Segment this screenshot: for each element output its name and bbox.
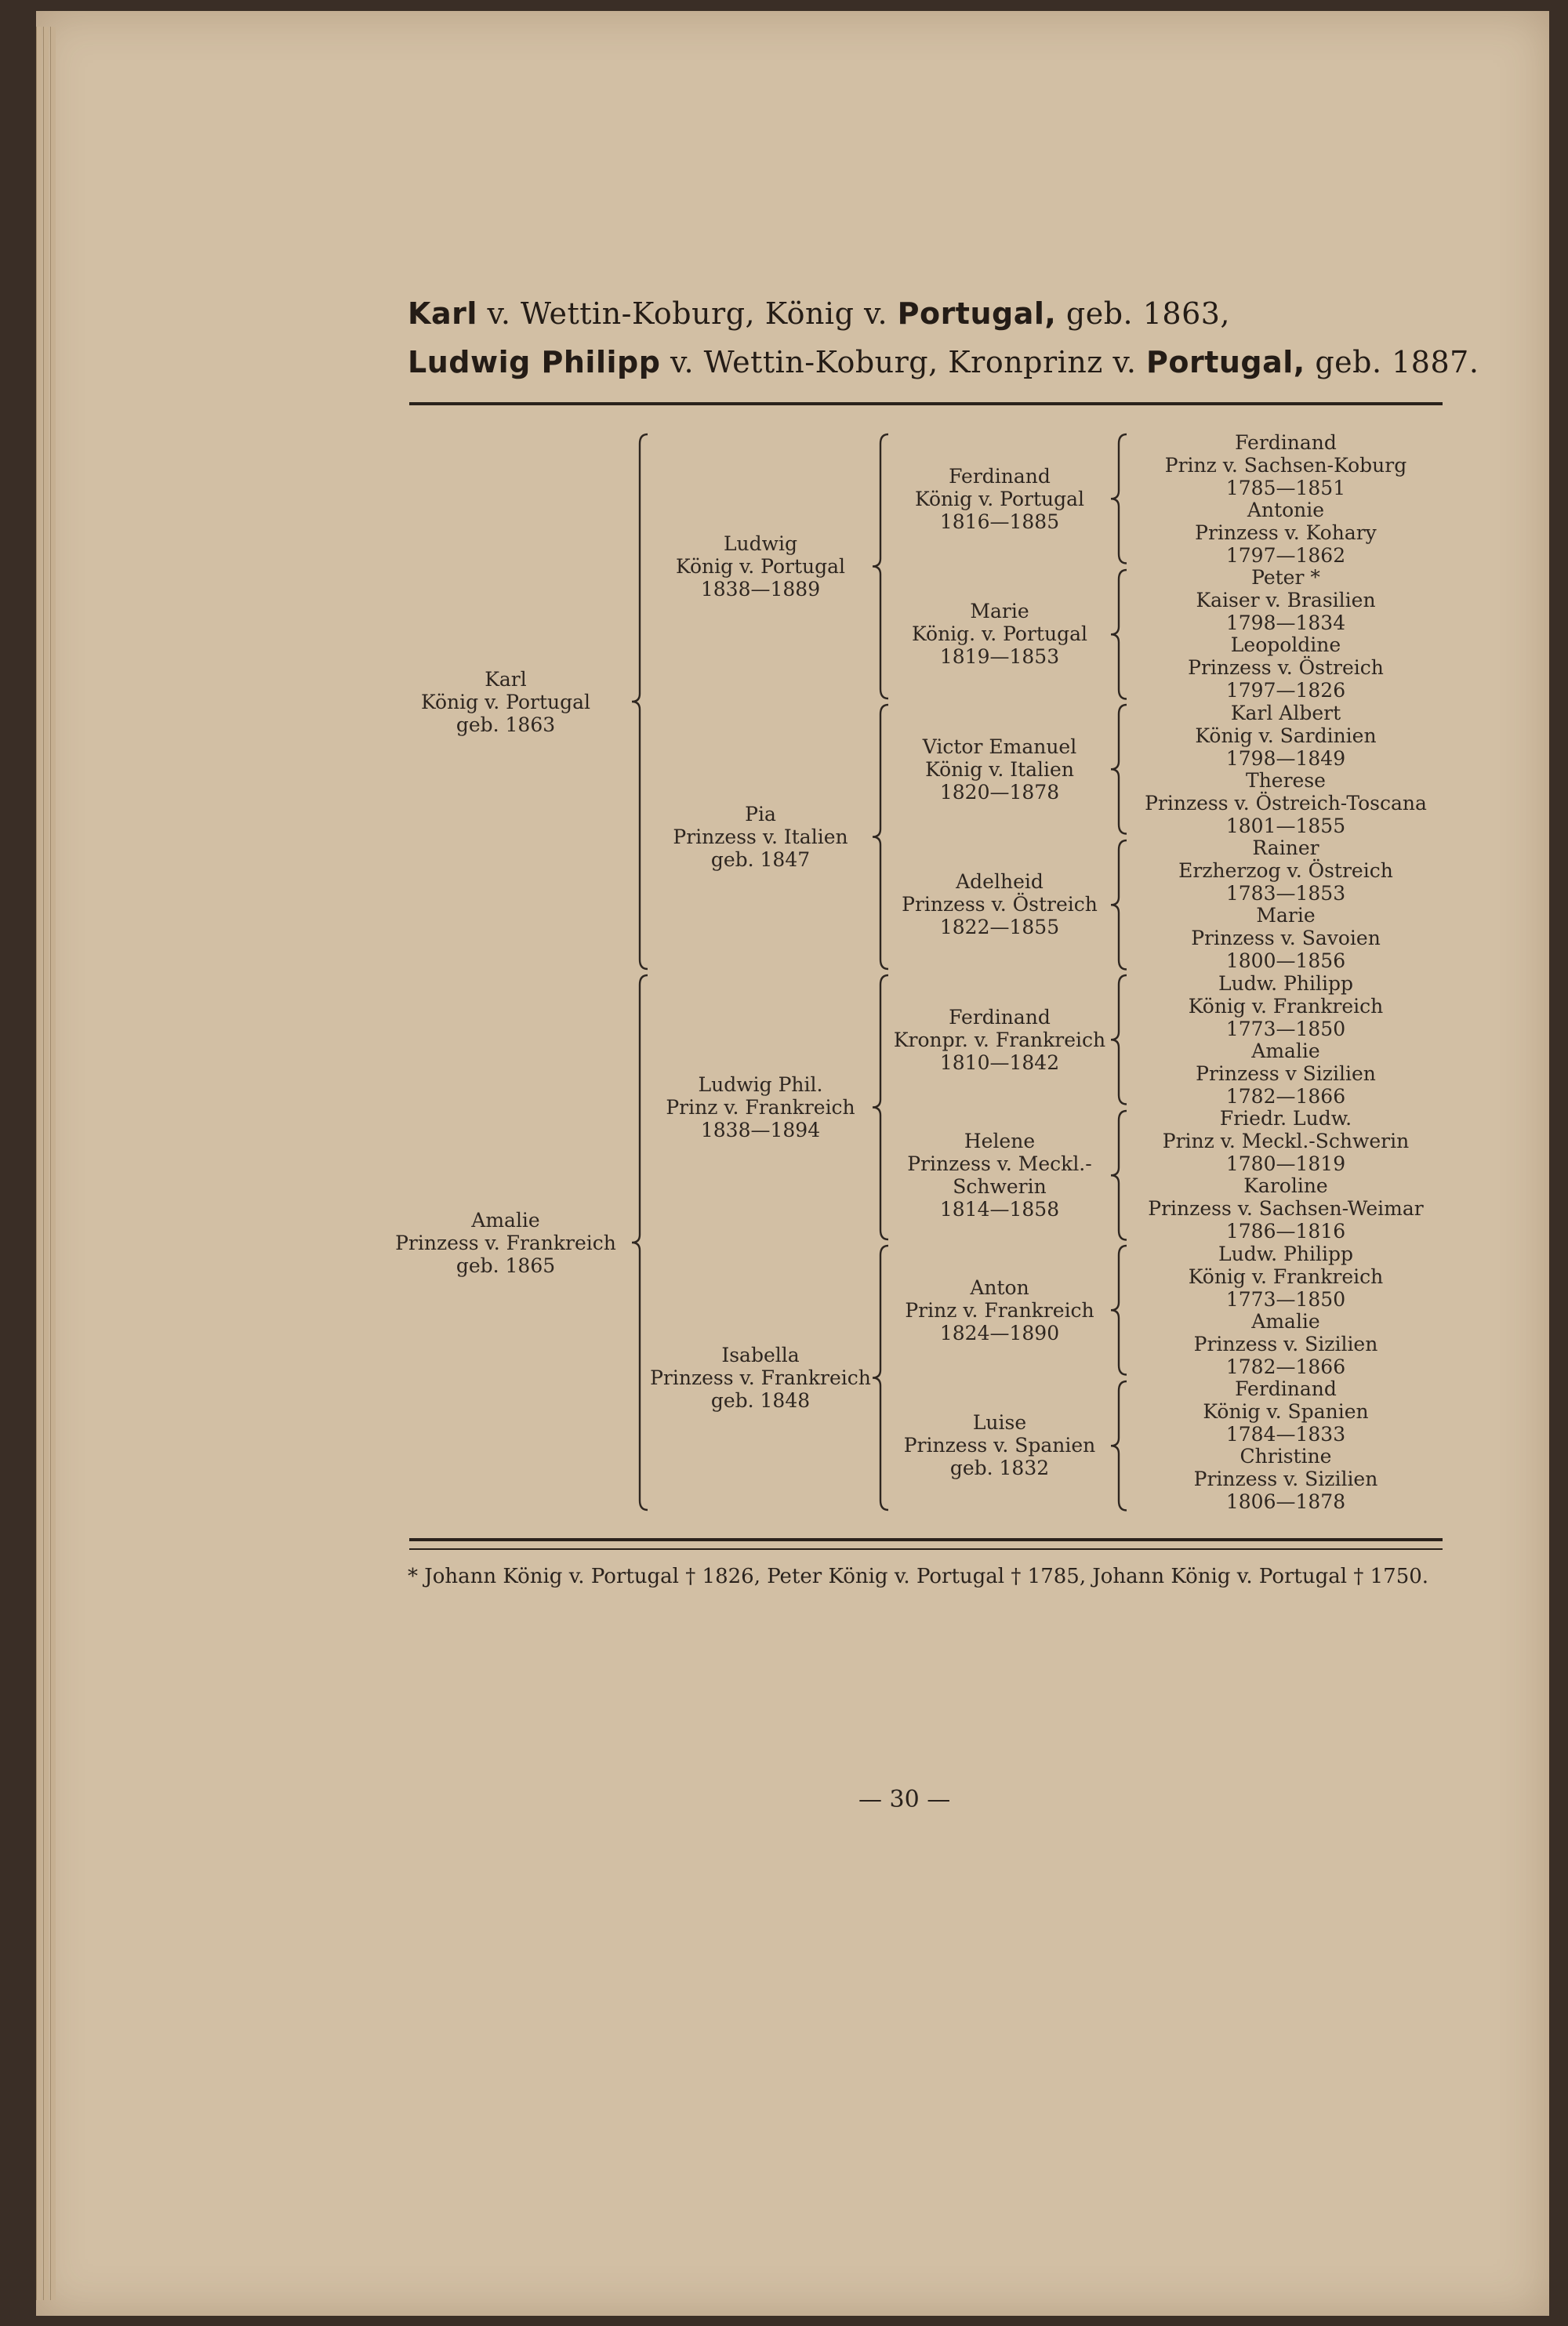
- person-detail: Prinzess v. Frankreich: [650, 1366, 871, 1389]
- person-entry: [650, 1344, 871, 1412]
- person-detail: König v. Sardinien: [1195, 724, 1377, 747]
- person-detail: König v. Italien: [925, 757, 1074, 781]
- person-name: Helene: [964, 1129, 1036, 1152]
- page-edge: [43, 27, 49, 2300]
- person-entry: [1194, 1310, 1378, 1378]
- person-name: Leopoldine: [1230, 633, 1341, 657]
- person-detail: 1784—1833: [1225, 1423, 1346, 1446]
- person-detail: Prinz v. Sachsen-Koburg: [1164, 453, 1407, 477]
- person-entry: [923, 735, 1076, 804]
- person-name: Anton: [970, 1275, 1029, 1299]
- footnote: * Johann König v. Portugal † 1826, Peter König v. Portugal † 1785, Johann König v. Portugal † 1750.: [408, 1565, 1429, 1588]
- person-detail: Prinzess v Sizilien: [1196, 1061, 1376, 1085]
- title-line-1: [408, 296, 1230, 331]
- person-entry: [1194, 1445, 1378, 1513]
- person-name: Ferdinand: [949, 464, 1051, 488]
- person-detail: 1822—1855: [939, 916, 1060, 939]
- brace-connector: [630, 433, 649, 971]
- person-detail: König v. Portugal: [420, 690, 591, 713]
- person-detail: Prinzess v. Östreich-Toscana: [1145, 791, 1427, 815]
- bottom-rule-thin: [409, 1548, 1443, 1550]
- person-name: Friedr. Ludw.: [1219, 1107, 1352, 1130]
- person-detail: Prinzess v. Italien: [673, 826, 848, 848]
- person-name: Ludwig Phil.: [698, 1073, 823, 1096]
- person-entry: [1195, 702, 1376, 770]
- person-entry: [1163, 1107, 1409, 1175]
- person-detail: König v. Portugal: [675, 555, 846, 578]
- brace-connector: [1109, 433, 1128, 565]
- person-detail: Prinzess v. Frankreich: [395, 1231, 616, 1254]
- person-name: Karl Albert: [1230, 701, 1341, 724]
- person-detail: geb. 1848: [710, 1389, 811, 1412]
- brace-connector: [871, 433, 890, 700]
- top-rule: [409, 402, 1443, 405]
- person-detail: 1797—1862: [1225, 543, 1346, 567]
- person-name: Pia: [745, 803, 776, 826]
- person-detail: 1780—1819: [1225, 1152, 1346, 1176]
- person-entry: [395, 1209, 616, 1277]
- person-detail: 1782—1866: [1225, 1355, 1346, 1378]
- person-detail: Prinzess v. Östreich: [1188, 656, 1384, 680]
- person-detail: Kaiser v. Brasilien: [1196, 589, 1376, 612]
- person-entry: [894, 1006, 1105, 1074]
- person-detail: 1838—1894: [700, 1119, 821, 1141]
- person-entry: [1189, 1243, 1383, 1311]
- person-detail: 1810—1842: [939, 1051, 1060, 1074]
- brace-connector: [871, 703, 890, 971]
- person-detail: Prinz v. Meckl.-Schwerin: [1162, 1130, 1410, 1153]
- person-entry: [904, 1411, 1096, 1479]
- person-entry: [1203, 1377, 1368, 1446]
- person-detail: 1773—1850: [1225, 1287, 1346, 1311]
- person-name: Therese: [1246, 768, 1326, 792]
- page-number: — 30 —: [858, 1786, 951, 1813]
- person-detail: Prinz v. Frankreich: [666, 1096, 855, 1119]
- person-entry: [1189, 972, 1383, 1040]
- person-entry: [1191, 904, 1381, 972]
- person-detail: Prinzess v. Sizilien: [1193, 1468, 1378, 1491]
- person-detail: Erzherzog v. Östreich: [1178, 859, 1393, 883]
- brace-connector: [1109, 703, 1128, 836]
- person-detail: Prinzess v. Sizilien: [1193, 1332, 1378, 1355]
- person-name: Ludw. Philipp: [1218, 1242, 1353, 1265]
- person-detail: geb. 1847: [710, 848, 811, 871]
- person-detail: geb. 1832: [949, 1457, 1050, 1480]
- person-name: Karl: [485, 667, 527, 691]
- brace-connector: [1109, 568, 1128, 701]
- person-detail: Prinzess v. Kohary: [1195, 521, 1377, 544]
- person-entry: [907, 1130, 1091, 1221]
- person-name: Amalie: [1251, 1309, 1320, 1333]
- page-edge: [50, 27, 56, 2300]
- person-detail: 1814—1858: [939, 1197, 1060, 1221]
- person-detail: König. v. Portugal: [912, 622, 1087, 646]
- person-detail: Prinzess v. Sachsen-Weimar: [1148, 1197, 1424, 1221]
- person-entry: [905, 1276, 1094, 1344]
- person-detail: 1819—1853: [939, 645, 1060, 669]
- person-detail: 1816—1885: [939, 510, 1060, 533]
- title-text: v. Wettin-Koburg, Kronprinz v.: [660, 345, 1147, 379]
- person-entry: [1195, 499, 1377, 567]
- title-name-karl: Karl: [408, 296, 477, 331]
- brace-connector: [630, 974, 649, 1511]
- person-entry: [666, 1073, 855, 1141]
- person-name: Luise: [972, 1411, 1027, 1435]
- title-name-ludwig-philipp: Ludwig Philipp: [408, 345, 661, 379]
- brace-connector: [871, 974, 890, 1241]
- brace-connector: [871, 1244, 890, 1511]
- title-text: v. Wettin-Koburg, König v.: [477, 296, 898, 331]
- person-name: Christine: [1240, 1445, 1332, 1468]
- person-detail: König v. Frankreich: [1188, 994, 1384, 1018]
- brace-connector: [1109, 1109, 1128, 1242]
- brace-connector: [1109, 1380, 1128, 1512]
- person-detail: Prinzess v. Savoien: [1191, 927, 1381, 950]
- bottom-rule-thick: [409, 1538, 1443, 1541]
- person-detail: 1806—1878: [1225, 1490, 1346, 1514]
- person-entry: [1178, 836, 1393, 905]
- person-name: Ludwig: [723, 532, 798, 555]
- brace-connector: [1109, 839, 1128, 971]
- person-name: Ferdinand: [949, 1005, 1051, 1029]
- person-name: Ludw. Philipp: [1218, 971, 1353, 995]
- person-name: Marie: [970, 600, 1029, 623]
- brace-connector: [1109, 1244, 1128, 1377]
- title-country: Portugal,: [897, 296, 1057, 331]
- person-name: Adelheid: [956, 870, 1044, 894]
- person-detail: König v. Frankreich: [1188, 1265, 1384, 1288]
- person-name: Ferdinand: [1235, 430, 1337, 454]
- person-entry: [1188, 633, 1384, 702]
- person-detail: 1785—1851: [1225, 476, 1346, 499]
- person-detail: Prinzess v. Spanien: [903, 1434, 1096, 1457]
- person-detail: 1782—1866: [1225, 1084, 1346, 1108]
- person-name: Peter *: [1251, 566, 1320, 590]
- person-detail: Prinz v. Frankreich: [905, 1298, 1094, 1322]
- title-date: geb. 1887.: [1305, 345, 1479, 379]
- person-name: Ferdinand: [1235, 1377, 1337, 1401]
- person-entry: [1148, 1174, 1423, 1243]
- title-line-2: [408, 345, 1479, 379]
- person-detail: 1801—1855: [1225, 814, 1346, 837]
- person-entry: [1145, 769, 1427, 837]
- person-detail: 1797—1826: [1225, 679, 1346, 702]
- person-detail: 1800—1856: [1225, 949, 1346, 973]
- page-edge: [36, 27, 42, 2300]
- person-name: Rainer: [1252, 836, 1319, 860]
- person-detail: 1838—1889: [700, 578, 821, 601]
- person-entry: [915, 465, 1084, 533]
- person-detail: 1798—1849: [1225, 746, 1346, 770]
- person-name: Antonie: [1247, 498, 1325, 521]
- brace-connector: [1109, 974, 1128, 1106]
- person-detail: Kronpr. v. Frankreich: [893, 1028, 1106, 1051]
- person-entry: [673, 803, 848, 871]
- person-name: Marie: [1256, 904, 1316, 927]
- person-name: Amalie: [1251, 1039, 1320, 1062]
- person-detail: 1820—1878: [939, 780, 1060, 804]
- title-country: Portugal,: [1146, 345, 1305, 379]
- person-entry: [676, 532, 845, 601]
- person-detail: Schwerin: [953, 1174, 1047, 1198]
- person-entry: [912, 600, 1087, 668]
- person-detail: Prinzess v. Östreich: [902, 893, 1098, 916]
- person-entry: [421, 668, 590, 736]
- person-detail: geb. 1865: [456, 1254, 556, 1277]
- person-detail: 1783—1853: [1225, 882, 1346, 905]
- person-entry: [1196, 1040, 1376, 1108]
- person-name: Karoline: [1243, 1174, 1328, 1198]
- person-detail: 1773—1850: [1225, 1017, 1346, 1040]
- person-detail: 1824—1890: [939, 1321, 1060, 1344]
- person-detail: König v. Portugal: [914, 487, 1085, 510]
- person-entry: [1196, 566, 1375, 634]
- person-name: Isabella: [721, 1344, 800, 1366]
- title-date: geb. 1863,: [1056, 296, 1231, 331]
- person-detail: König v. Spanien: [1203, 1400, 1369, 1424]
- person-detail: geb. 1863: [456, 713, 556, 736]
- person-detail: 1798—1834: [1225, 611, 1346, 635]
- person-detail: Prinzess v. Meckl.-: [907, 1152, 1092, 1175]
- person-detail: 1786—1816: [1225, 1220, 1346, 1243]
- person-entry: [1165, 431, 1406, 499]
- person-name: Victor Emanuel: [922, 735, 1077, 758]
- person-name: Amalie: [471, 1208, 540, 1232]
- person-entry: [902, 870, 1098, 938]
